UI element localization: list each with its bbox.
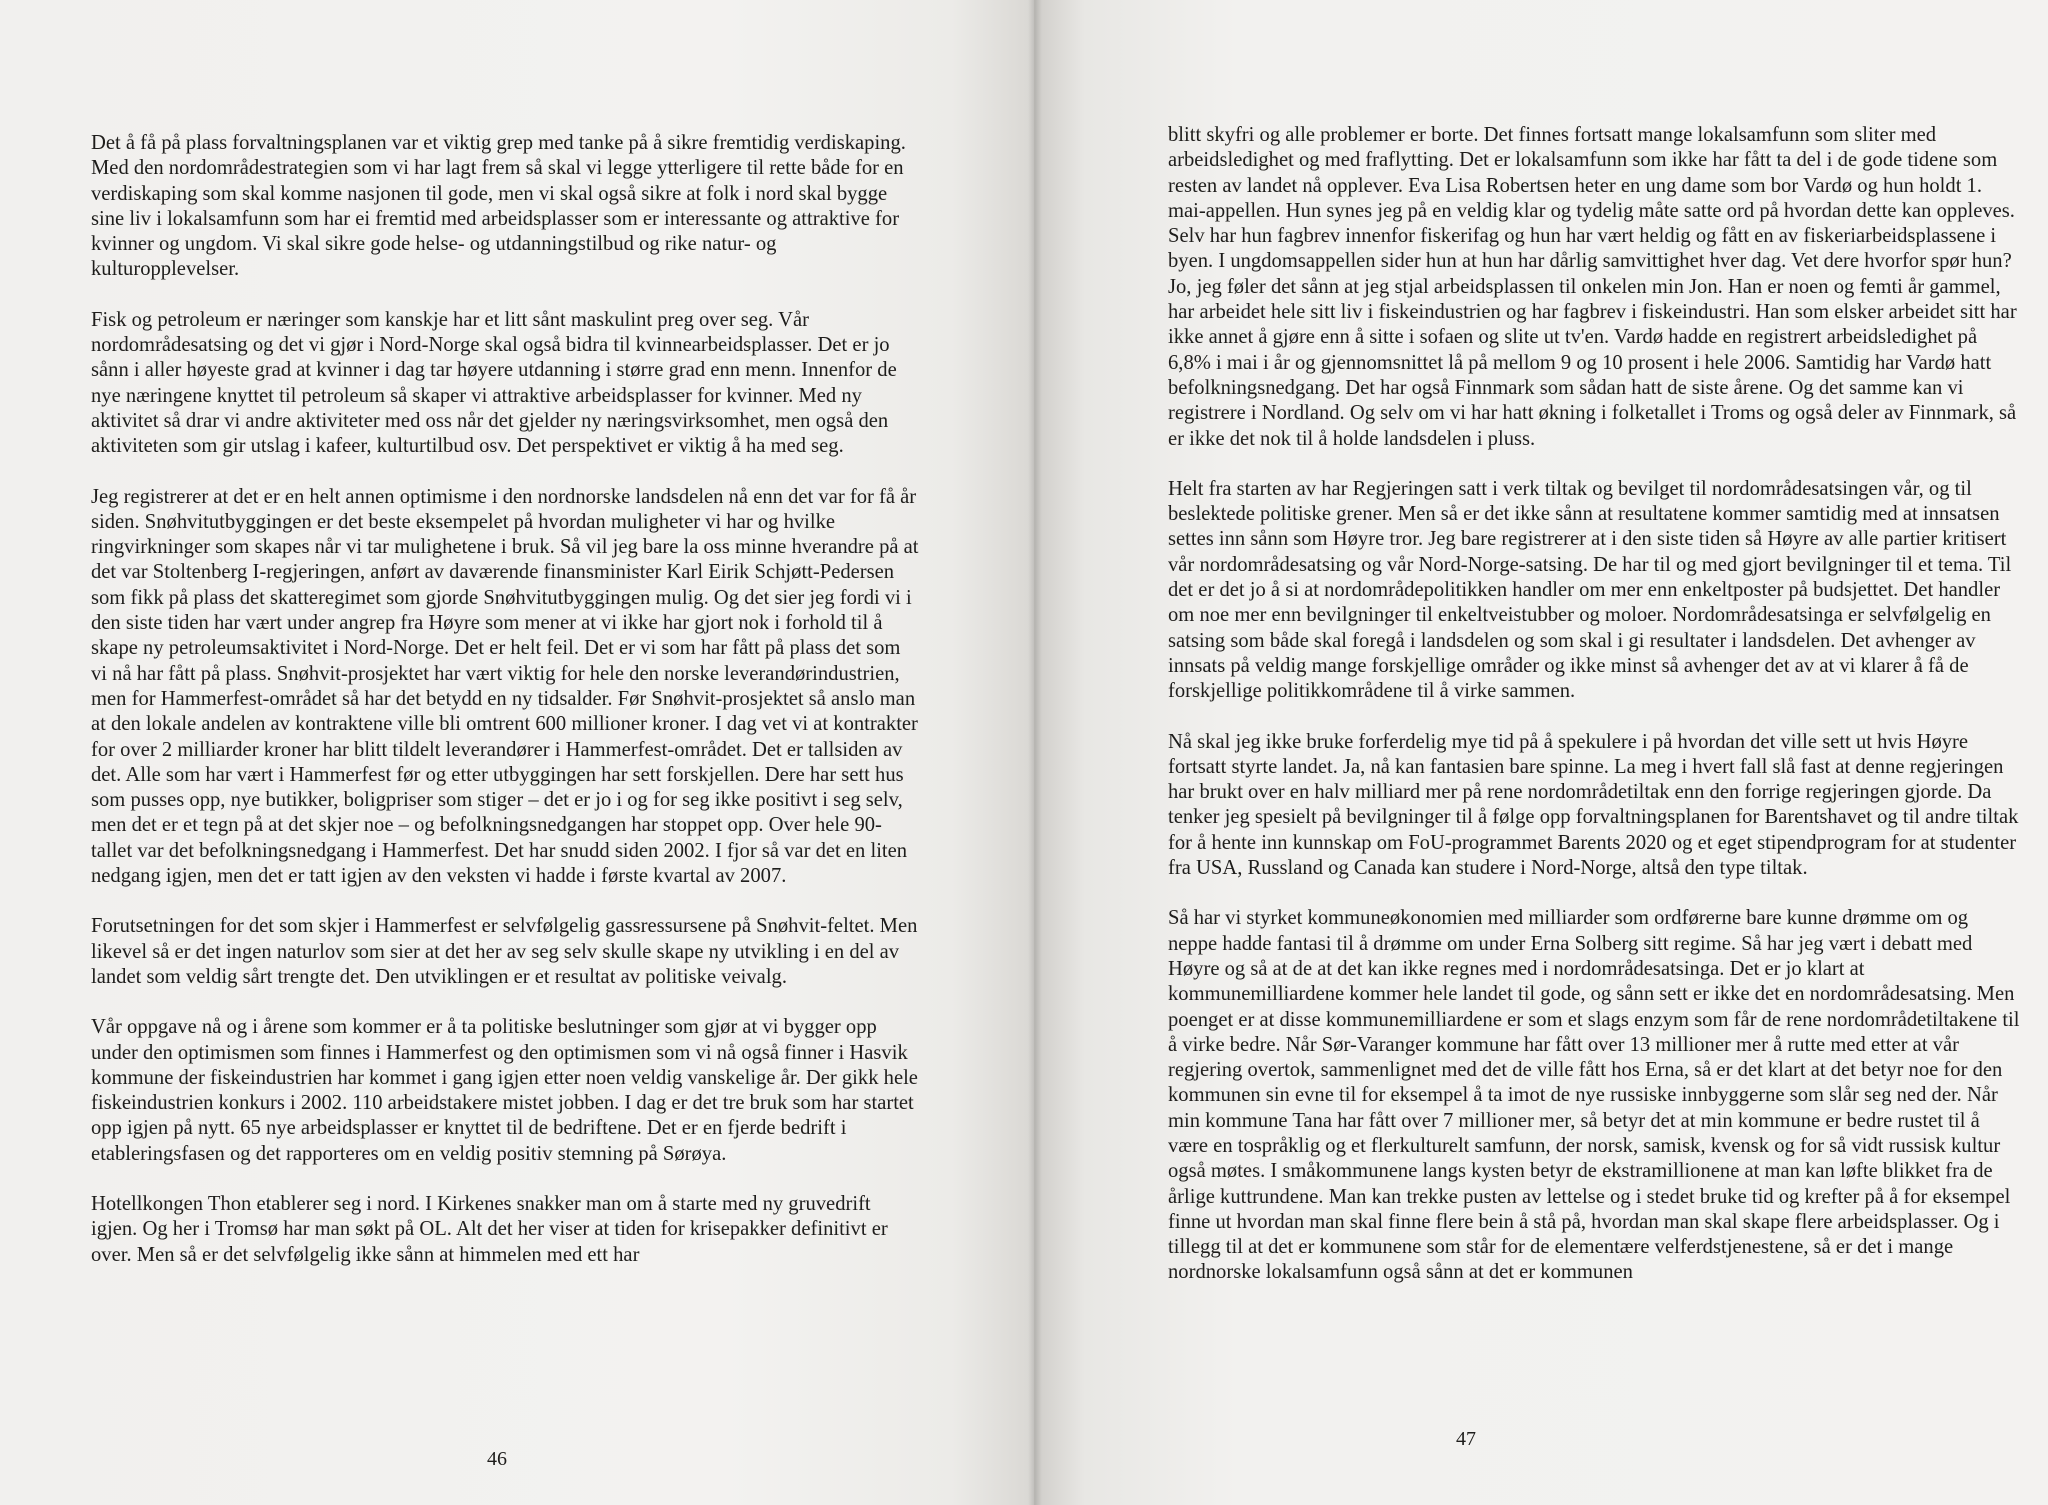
paragraph: Så har vi styrket kommuneøkonomien med milliarder som ordførerne bare kunne drømme om og neppe hadde fantasi til å drømme om under Erna Solberg sitt regime. Så har jeg vært i debatt med Høyre og så at de at det kan ikke regnes med i nordområdesatsinga. Det er jo klart at kommunemilliardene kommer hele landet til gode, og sånn sett er ikke det en nordområdesatsing. Men poenget er at disse kommunemilliardene er som et slags enzym som får de rene nordområdetiltakene til å virke bedre. Når Sør-Varanger kommune har fått over 13 millioner mer å rutte med etter at vår regjering overtok, sammenlignet med det de ville fått hos Erna, så er det klart at det betyr noe for den kommunen sin evne til for eksempel å ta imot de nye russiske innbyggerne som slår seg ned der. Når min kommune Tana har fått over 7 millioner mer, så betyr det at min kommune er bedre rustet til å være en tospråklig og et flerkulturelt samfunn, der norsk, samisk, kvensk og for så vidt russisk kultur også møtes. I småkommunene langs kysten betyr de ekstramillionene at man kan løfte blikket fra de årlige kuttrundene. Man kan trekke pusten av lettelse og i stedet bruke tid og krefter på å for eksempel finne ut hvordan man skal finne flere bein å stå på, hvordan man skal skape flere arbeidsplasser. Og i tillegg til at det er kommunene som står for de elementære velferdstjenestene, så er det i mange nordnorske lokalsamfunn også sånn at det er kommunen	[1168, 907, 2020, 1284]
page-number-right: 47	[1456, 1428, 1476, 1450]
paragraph: Det å få på plass forvaltningsplanen var et viktig grep med tanke på å sikre fremtidig verdiskaping. Med den nordområdestrategien som vi har lagt frem så skal vi legge ytterligere til rette både for en verdiskaping som skal komme nasjonen til gode, men vi skal også sikre at folk i nord skal bygge sine liv i lokalsamfunn som har ei fremtid med arbeidsplasser som er interessante og attraktive for kvinner og ungdom. Vi skal sikre gode helse- og utdanningstilbud og rike natur- og kulturopplevelser.	[91, 132, 906, 281]
paragraph: Jeg registrerer at det er en helt annen optimisme i den nordnorske landsdelen nå enn det var for få år siden. Snøhvitutbyggingen er det beste eksempelet på hvordan muligheter vi har og hvilke ringvirkninger som skapes når vi tar mulighetene i bruk. Så vil jeg bare la oss minne hverandre på at det var Stoltenberg I-regjeringen, anført av daværende finansminister Karl Eirik Schjøtt-Pedersen som fikk på plass det skatteregimet som gjorde Snøhvitutbyggingen mulig. Og det sier jeg fordi vi i den siste tiden har vært under angrep fra Høyre som mener at vi ikke har gjort nok i forhold til å skape ny petroleumsaktivitet i Nord-Norge. Det er helt feil. Det er vi som har fått på plass det som vi nå har fått på plass. Snøhvit-prosjektet har vært viktig for hele den norske leverandørindustrien, men for Hammerfest-området så har det betydd en ny tidsalder. Før Snøhvit-prosjektet så anslo man at den lokale andelen av kontraktene ville bli omtrent 600 millioner kroner. I dag vet vi at kontrakter for over 2 milliarder kroner har blitt tildelt leverandører i Hammerfest-området. Det er tallsiden av det. Alle som har vært i Hammerfest før og etter utbyggingen har sett forskjellen. Dere har sett hus som pusses opp, nye butikker, boligpriser som stiger – det er jo i og for seg ikke positivt i seg selv, men det er et tegn på at det skjer noe – og befolkningsnedgangen har stoppet opp. Over hele 90-tallet var det befolkningsnedgang i Hammerfest. Det har snudd siden 2002. I fjor så var det en liten nedgang igjen, men det er tatt igjen av den veksten vi hadde i første kvartal av 2007.	[91, 485, 919, 888]
left-page-text	[91, 131, 921, 1293]
paragraph: Forutsetningen for det som skjer i Hammerfest er selvfølgelig gassressursene på Snøhvit-feltet. Men likevel så er det ingen naturlov som sier at det her av seg selv skulle skape ny utvikling i en del av landet som veldig sårt trengte det. Den utviklingen er et resultat av politiske veivalg.	[91, 915, 918, 988]
right-page	[1034, 0, 2048, 1505]
right-page-text	[1168, 123, 2020, 1311]
book-gutter	[1028, 0, 1042, 1505]
paragraph: Helt fra starten av har Regjeringen satt i verk tiltak og bevilget til nordområdesatsingen vår, og til beslektede politiske grener. Men så er det ikke sånn at resultatene kommer samtidig med at innsatsen settes inn sånn som Høyre tror. Jeg bare registrerer at i den siste tiden så Høyre av alle partier kritisert vår nordområdesatsing og vår Nord-Norge-satsing. De har til og med gjort bevilgninger til et tema. Til det er det jo å si at nordområdepolitikken handler om mer enn enkeltposter på budsjettet. Det handler om noe mer enn bevilgninger til enkeltveistubber og moloer. Nordområdesatsinga er selvfølgelig en satsing som både skal foregå i landsdelen og som skal i gi resultater i landsdelen. Det avhenger av innsats på veldig mange forskjellige områder og ikke minst så avhenger det av at vi klarer å få de forskjellige politikkområdene til å virke sammen.	[1168, 477, 2012, 703]
paragraph: Hotellkongen Thon etablerer seg i nord. I Kirkenes snakker man om å starte med ny gruvedrift igjen. Og her i Tromsø har man søkt på OL. Alt det her viser at tiden for krisepakker definitivt er over. Men så er det selvfølgelig ikke sånn at himmelen med ett har	[91, 1192, 888, 1266]
paragraph: Fisk og petroleum er næringer som kanskje har et litt sånt maskulint preg over seg. Vår nordområdesatsing og det vi gjør i Nord-Norge skal også bidra til kvinnearbeidsplasser. Det er jo sånn i aller høyeste grad at kvinner i dag tar høyere utdanning i større grad enn menn. Innenfor de nye næringene knyttet til petroleum så skaper vi attraktive arbeidsplasser for kvinner. Med ny aktivitet så drar vi andre aktiviteter med oss når det gjelder ny næringsvirksomhet, men også den aktiviteten som gir utslag i kafeer, kulturtilbud osv. Det perspektivet er viktig å ha med seg.	[91, 308, 897, 458]
paragraph: Vår oppgave nå og i årene som kommer er å ta politiske beslutninger som gjør at vi bygger opp under den optimismen som finnes i Hammerfest og den optimismen som vi nå også finner i Hasvik kommune der fiskeindustrien har kommet i gang igjen etter noen veldig vanskelige år. Der gikk hele fiskeindustrien konkurs i 2002. 110 arbeidstakere mistet jobben. I dag er det tre bruk som har startet opp igjen på nytt. 65 nye arbeidsplasser er knyttet til de bedriftene. Det er en fjerde bedrift i etableringsfasen og det rapporteres om en veldig positiv stemning på Sørøya.	[91, 1016, 918, 1165]
paragraph: blitt skyfri og alle problemer er borte. Det finnes fortsatt mange lokalsamfunn som sliter med arbeidsledighet og med fraflytting. Det er lokalsamfunn som ikke har fått ta del i de gode tidene som resten av landet nå opplever. Eva Lisa Robertsen heter en ung dame som bor Vardø og hun holdt 1. mai-appellen. Hun synes jeg på en veldig klar og tydelig måte satte ord på hvordan dette kan oppleves. Selv har hun fagbrev innenfor fiskerifag og hun har vært heldig og fått en av fiskeriarbeidsplassene i byen. I ungdomsappellen sider hun at hun har dårlig samvittighet hver dag. Vet dere hvorfor spør hun? Jo, jeg føler det sånn at jeg stjal arbeidsplassen til onkelen min Jon. Han er noen og femti år gammel, har arbeidet hele sitt liv i fiskeindustrien og har fagbrev i fiskeindustri. Han som elsker arbeidet sitt har ikke annet å gjøre enn å sitte i sofaen og slite ut tv'en. Vardø hadde en registrert arbeidsledighet på 6,8% i mai i år og gjennomsnittet lå på mellom 9 og 10 prosent i hele 2006. Samtidig har Vardø hatt befolkningsnedgang. Det har også Finnmark som sådan hatt de siste årene. Og det samme kan vi registrere i Nordland. Og selv om vi har hatt økning i folketallet i Troms og også deler av Finnmark, så er ikke det nok til å holde landsdelen i pluss.	[1168, 124, 2017, 450]
paragraph: Nå skal jeg ikke bruke forferdelig mye tid på å spekulere i på hvordan det ville sett ut hvis Høyre fortsatt styrte landet. Ja, nå kan fantasien bare spinne. La meg i hvert fall slå fast at denne regjeringen har brukt over en halv milliard mer på rene nordområdetiltak enn den forrige regjeringen gjorde. Da tenker jeg spesielt på bevilgninger til å følge opp forvaltningsplanen for Barentshavet og til andre tiltak for å hente inn kunnskap om FoU-programmet Barents 2020 og et eget stipendprogram for at studenter fra USA, Russland og Canada kan studere i Nord-Norge, altså den type tiltak.	[1168, 730, 2019, 880]
page-number-left: 46	[487, 1448, 507, 1470]
